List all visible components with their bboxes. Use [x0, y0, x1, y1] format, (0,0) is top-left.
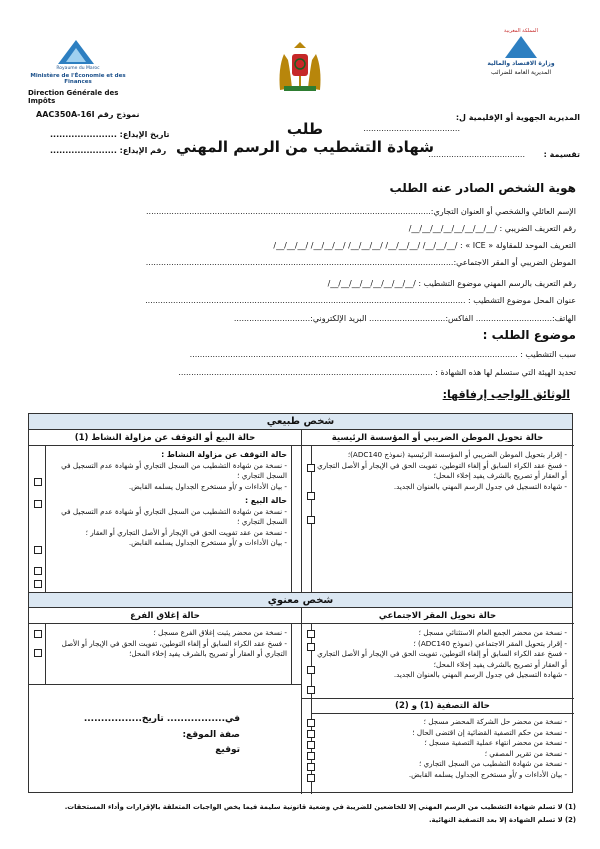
liquidation-header: حالة التصفية (1) و (2)	[311, 698, 574, 714]
ministry-logo-ar	[466, 28, 576, 76]
list-item: - نسخة من تقرير المصفي ؛	[484, 748, 567, 758]
checkbox[interactable]	[307, 774, 315, 782]
list-item: - فسخ عقد الكراء السابق أو إلغاء التوطين، تفويت الحق في الإيجار أو الأصل التجاري أو العقار أو تصريح بالشرف يفيد إخلاء المحل؛	[317, 649, 567, 669]
legal-right-header: حالة تحويل المقر الاجتماعي	[301, 608, 574, 624]
documents-table	[28, 413, 573, 793]
footnote-2: (2) لا تسلم الشهادة إلا بعد التصفية النهائية.	[428, 816, 576, 824]
list-item: - نسخة من محضر الجمع العام الاستثنائي مسجل ؛	[418, 628, 567, 637]
identity-address-field[interactable]: عنوان المحل موضوع التشطيب : ..............................................................................................................................	[145, 296, 576, 305]
checkbox[interactable]	[307, 686, 315, 694]
list-item: - بيان الأداءات و /أو مستخرج الجداول يسلمه القابض.	[128, 538, 287, 547]
checkbox[interactable]	[34, 478, 42, 486]
branch-closure-list	[49, 628, 287, 660]
list-item: - بيان الأداءات و /أو مستخرج الجداول يسلمه القابض.	[408, 769, 567, 779]
request-reason-field[interactable]: سبب التشطيب : .................................................................................................................................	[189, 350, 576, 359]
logo-ar-kingdom: المملكة المغربية	[504, 28, 538, 34]
checkbox[interactable]	[34, 630, 42, 638]
list-item: - شهادة التسجيل في جدول الرسم المهني بالعنوان الجديد.	[393, 670, 567, 679]
royal-crest-icon	[270, 40, 330, 96]
natural-right-header: حالة تحويل الموطن الضريبي أو المؤسسة الرئيسية	[301, 430, 574, 446]
filing-date[interactable]: تاريخ الإيداع: ......................	[50, 130, 170, 139]
checkbox[interactable]	[307, 464, 315, 472]
list-item: - فسخ عقد الكراء السابق أو إلغاء التوطين، تفويت الحق في الإيجار أو الأصل التجاري أو العقار أو تصريح بالشرف يفيد إخلاء المحل؛	[317, 460, 567, 480]
place-date-field[interactable]: في................. تاريخ.................	[83, 714, 240, 724]
checkbox[interactable]	[34, 500, 42, 508]
documents-heading: الوثائق الواجب إرفاقها:	[442, 388, 570, 401]
logo-ministry-text: Ministère de l'Économie et des Finances	[30, 73, 126, 85]
natural-right-list	[317, 450, 567, 492]
identity-domicile-field[interactable]: الموطن الضريبي أو المقر الاجتماعي:.........................................................................................................................	[145, 258, 576, 267]
checkbox[interactable]	[307, 516, 315, 524]
checkbox[interactable]	[307, 752, 315, 760]
checkbox[interactable]	[307, 719, 315, 727]
checkbox[interactable]	[307, 666, 315, 674]
natural-person-band: شخص طبيعي	[29, 414, 572, 430]
subdivision-label: تقسيمة :	[543, 150, 580, 159]
checkbox[interactable]	[307, 643, 315, 651]
checkbox[interactable]	[34, 580, 42, 588]
list-item: - نسخة من شهادة التشطيب من السجل التجاري ؛	[418, 759, 567, 768]
regional-directorate-label: المديرية الجهوية أو الإقليمية ل:	[455, 113, 580, 122]
list-item: - نسخة من حكم التصفية القضائية إن اقتضى الحال ؛	[412, 727, 567, 737]
list-item: - نسخة من شهادة التشطيب من السجل التجاري أو شهادة عدم التسجيل في السجل التجاري ؛	[61, 460, 287, 480]
logo-ar-dgi: المديرية العامة للضرائب	[491, 69, 551, 76]
checkbox[interactable]	[307, 763, 315, 771]
dgi-logo	[28, 40, 148, 105]
signature-field[interactable]: توقيع	[215, 745, 240, 755]
regional-directorate-dots[interactable]: ......................................	[363, 124, 460, 133]
checkbox[interactable]	[34, 649, 42, 657]
list-item: - شهادة التسجيل في جدول الرسم المهني بالعنوان الجديد.	[393, 481, 567, 491]
legal-right-list	[317, 628, 567, 681]
legal-left-header: حالة إغلاق الفرع	[29, 608, 301, 624]
natural-left-header: حالة البيع أو التوقف عن مزاولة النشاط (1)	[29, 430, 301, 446]
liquidation-list	[317, 717, 567, 780]
logo-kingdom-text: Royaume du Maroc	[56, 66, 100, 71]
list-item: - إقرار بتحويل الموطن الضريبي أو المؤسسة الرئيسية (نموذج ADC140)؛	[347, 450, 567, 459]
checkbox[interactable]	[34, 567, 42, 575]
logo-ar-triangle-icon	[505, 36, 537, 58]
footnote-1: (1) لا تسلم شهادة التشطيب من الرسم المهني إلا للخاضعين للضريبة في وضعية قانونية سليمة فيما يخص الواجبات المتعلقة بالإقرارات وأداء المستحقات.	[64, 803, 576, 811]
checkbox[interactable]	[307, 741, 315, 749]
form-number: AAC350A-16I نموذج رقم	[36, 110, 140, 119]
signer-role-field[interactable]: صفة الموقع:	[182, 730, 240, 740]
sale-heading: حالة البيع :	[244, 496, 287, 505]
checkbox[interactable]	[34, 546, 42, 554]
legal-person-band: شخص معنوي	[29, 592, 572, 608]
identity-patent-id-field[interactable]: رقم التعريف بالرسم المهني موضوع التشطيب : /__/__/__/__/__/__/__/__/	[327, 279, 576, 288]
request-heading: موضوع الطلب :	[482, 328, 576, 342]
title-request: طلب	[286, 120, 324, 138]
list-item: - نسخة من شهادة التشطيب من السجل التجاري أو شهادة عدم التسجيل في السجل التجاري ؛	[61, 506, 287, 526]
request-recipient-field[interactable]: تحديد الهيئة التي ستسلم لها هذه الشهادة : ....................................................................................................	[178, 368, 576, 377]
logo-triangle-icon	[58, 40, 94, 64]
identity-heading: هوية الشخص الصادر عنه الطلب	[389, 181, 576, 195]
list-item: - فسخ عقد الكراء السابق أو إلغاء التوطين، تفويت الحق في الإيجار أو الأصل التجاري أو العقار أو تصريح بالشرف يفيد إخلاء المحل؛	[61, 638, 287, 658]
identity-tax-id-field[interactable]: رقم التعريف الضريبي : /__/__/__/__/__/__/__/__/	[408, 224, 576, 233]
logo-dgi-text: Direction Générale des Impôts	[28, 89, 119, 105]
subdivision-dots[interactable]: ......................................	[428, 150, 525, 159]
checkbox[interactable]	[307, 730, 315, 738]
list-item: - نسخة من محضر حل الشركة المحضر مسجل ؛	[423, 717, 567, 726]
title-main: شهادة التشطيب من الرسم المهني	[176, 138, 434, 156]
identity-contact-field[interactable]: الهاتف:.............................. الفاكس:.............................. البريد الإلكتروني:..............................	[233, 314, 576, 323]
identity-ice-field[interactable]: التعريف الموحد للمقاولة « ICE » : /__/__/__/ /__/__/__/ /__/__/__/ /__/__/__/ /__/__/__/	[273, 241, 576, 250]
filing-number[interactable]: رقم الإيداع: ......................	[50, 146, 167, 155]
list-item: - بيان الأداءات و /أو مستخرج الجداول يسلمه القابض.	[128, 481, 287, 491]
identity-name-field[interactable]: الإسم العائلي والشخصي أو العنوان التجاري:................................................................................................................	[145, 207, 576, 216]
checkbox[interactable]	[307, 492, 315, 500]
list-item: - نسخة من محضر انتهاء عملية التصفية مسجل ؛	[424, 738, 567, 747]
natural-left-list	[49, 450, 287, 549]
list-item: - نسخة من عقد تفويت الحق في الإيجار أو الأصل التجاري أو العقار ؛	[85, 527, 287, 537]
list-item: - نسخة من محضر يثبت إغلاق الفرع مسجل ؛	[153, 628, 287, 637]
stop-heading: حالة التوقف عن مزاولة النشاط :	[161, 450, 287, 459]
checkbox[interactable]	[307, 630, 315, 638]
list-item: - إقرار بتحويل المقر الاجتماعي (نموذج ADC140) ؛	[413, 638, 567, 648]
logo-ar-ministry: وزارة الاقتصاد والمالية	[487, 60, 555, 67]
